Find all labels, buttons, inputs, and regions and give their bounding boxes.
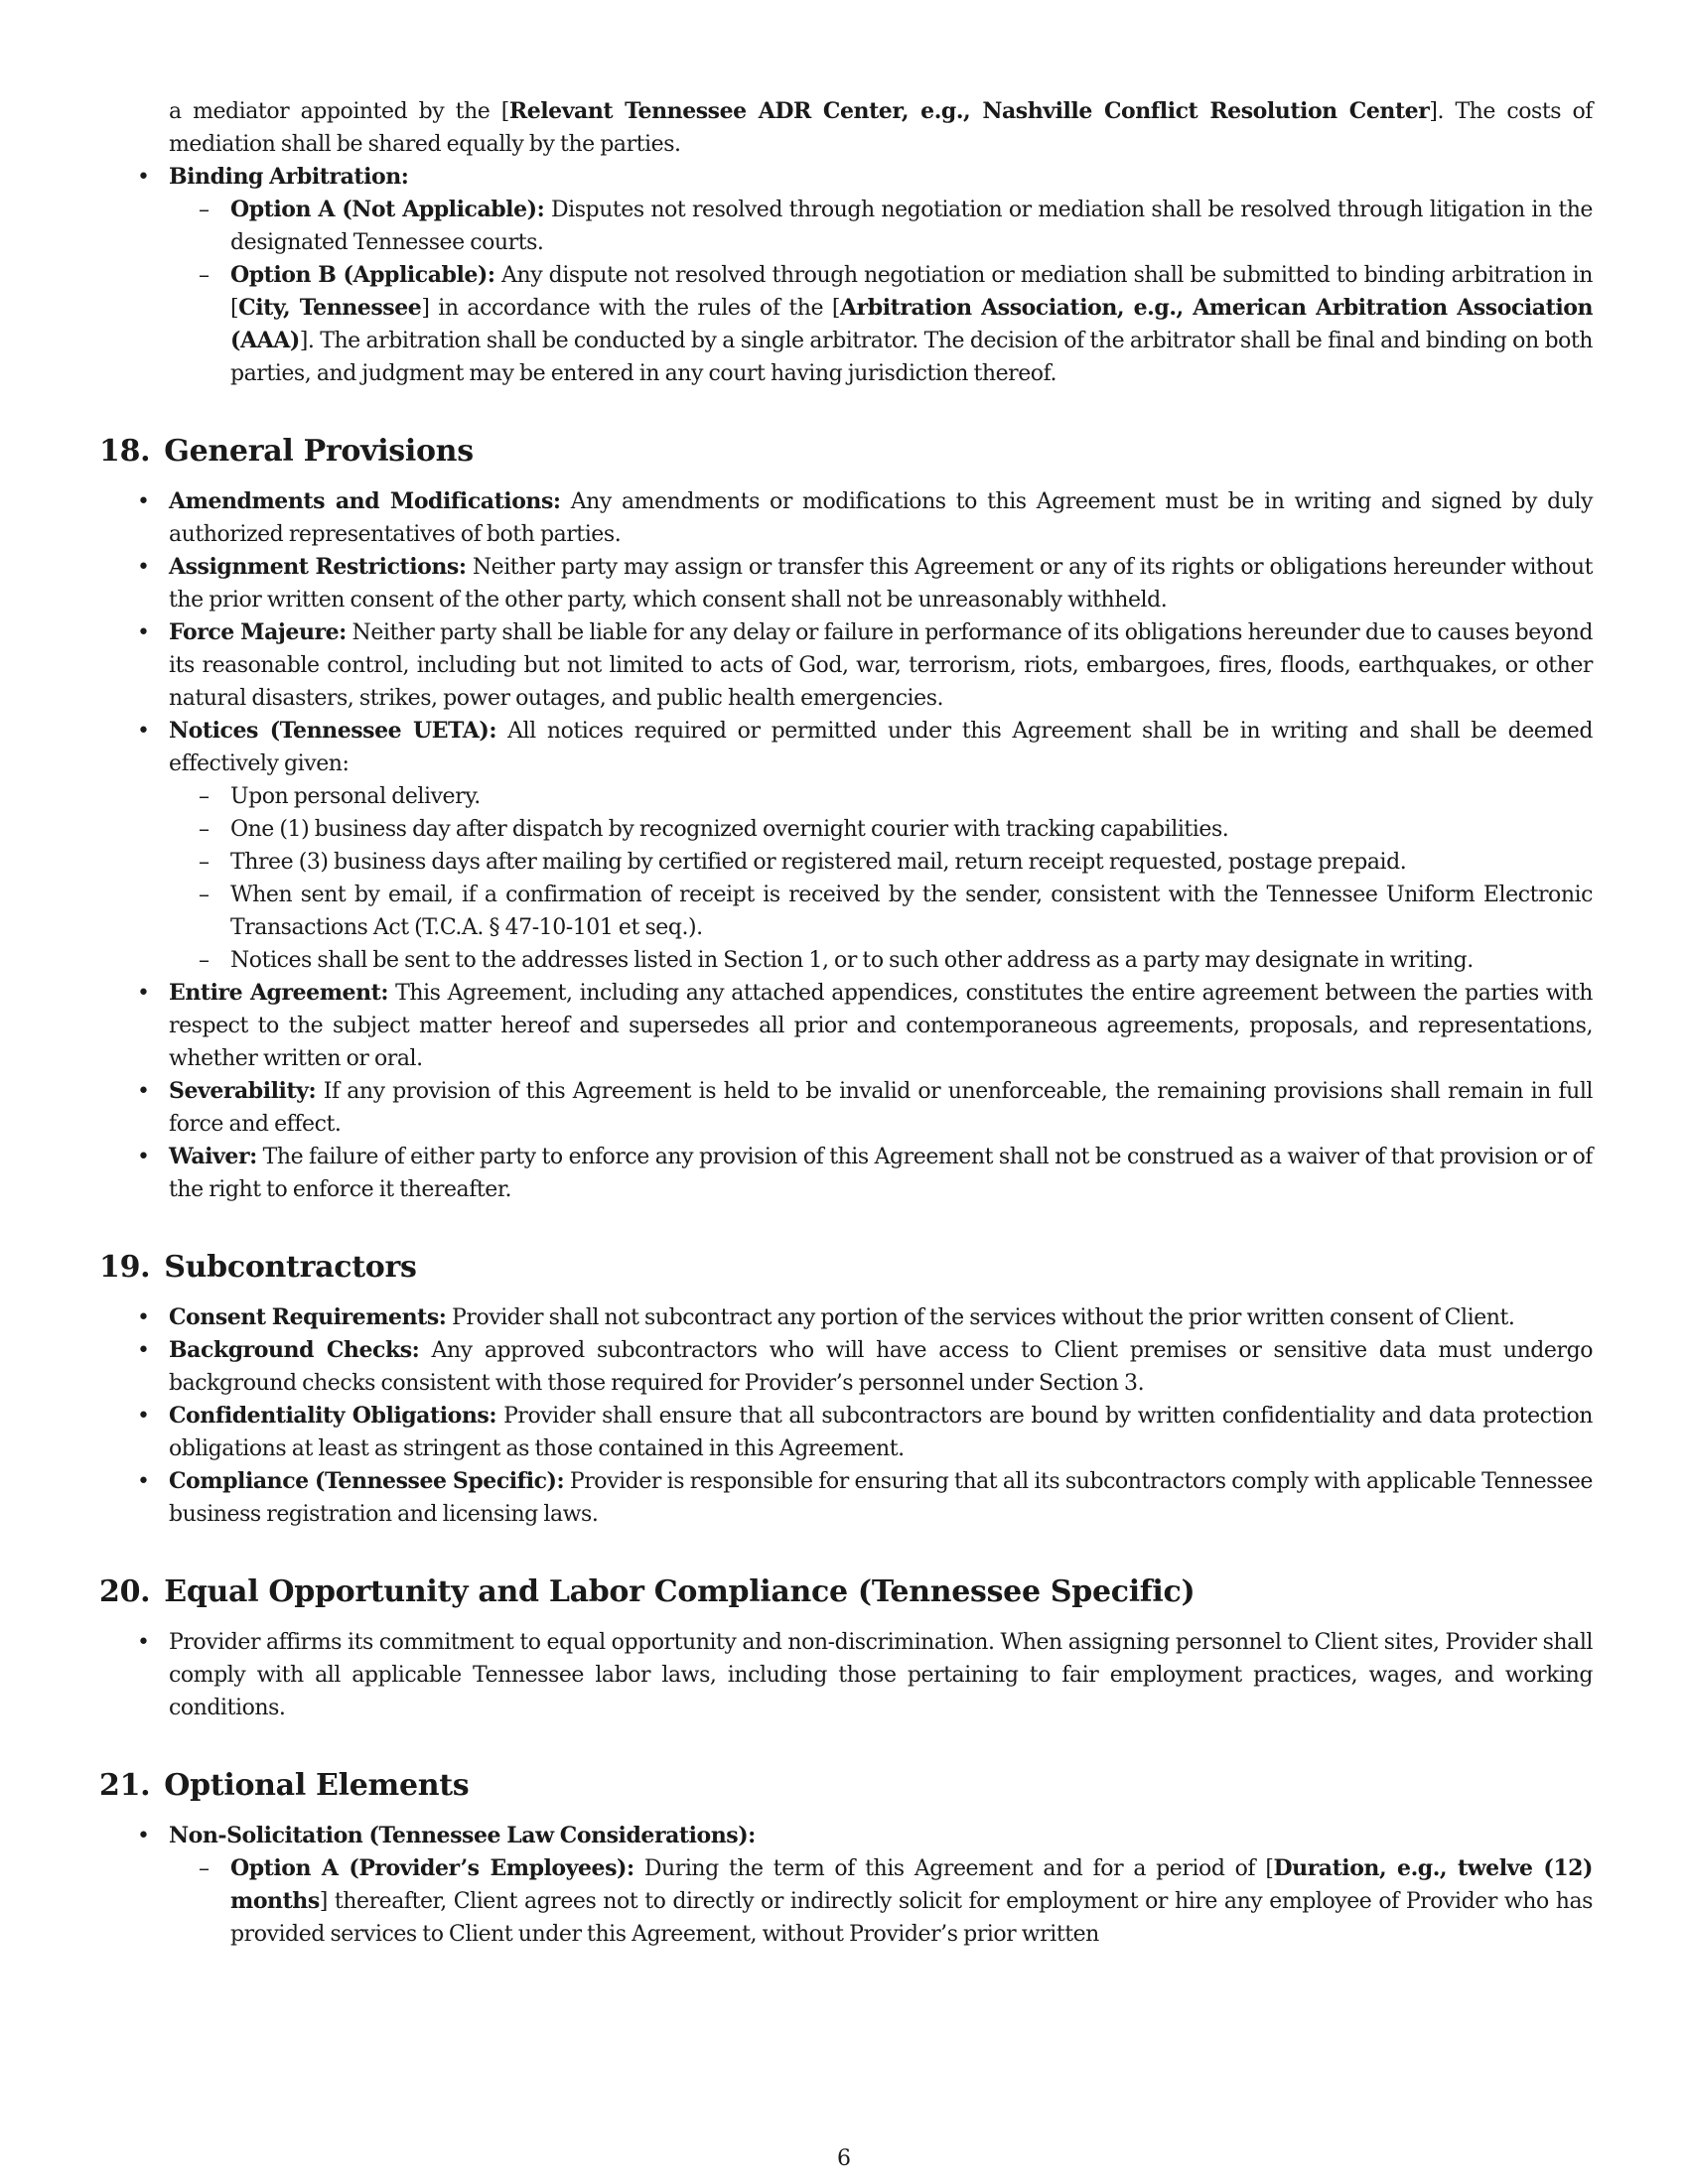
list-item-background-checks: • Background Checks: Any approved subcontractors who will have access to Client premises or sensitive data must undergo background checks consistent with those required for Provider’s personnel under Section 3. <box>99 1334 1593 1400</box>
mediation-continuation: a mediator appointed by the [Relevant Tennessee ADR Center, e.g., Nashville Conflict Resolution Center]. The costs of mediation shall be shared equally by the parties. <box>169 98 1593 157</box>
notice-method: – One (1) business day after dispatch by recognized overnight courier with tracking capabilities. <box>169 813 1593 846</box>
general-provisions-list <box>99 485 1593 1206</box>
section-21 <box>99 1766 1593 1951</box>
option-a-not-applicable: – Option A (Not Applicable): Disputes not resolved through negotiation or mediation shall be resolved through litigation in the designated Tennessee courts. <box>169 194 1593 259</box>
option-b-applicable: – Option B (Applicable): Any dispute not resolved through negotiation or mediation shall be submitted to binding arbitration in [City, Tennessee] in accordance with the rules of the [Arbitration Association, e.g., American Arbitration Association (AAA)]. The arbitration shall be conducted by a single arbitrator. The decision of the arbitrator shall be final and binding on both parties, and judgment may be entered in any court having jurisdiction thereof. <box>169 259 1593 390</box>
list-item-amendments: • Amendments and Modifications: Any amendments or modifications to this Agreement must be in writing and signed by duly authorized representatives of both parties. <box>99 485 1593 551</box>
section-heading: 21. Optional Elements <box>99 1768 470 1803</box>
section-18 <box>99 432 1593 1206</box>
notice-method: – When sent by email, if a confirmation of receipt is received by the sender, consistent with the Tennessee Uniform Electronic Transactions Act (T.C.A. § 47-10-101 et seq.). <box>169 879 1593 944</box>
notice-method: – Three (3) business days after mailing by certified or registered mail, return receipt requested, postage prepaid. <box>169 846 1593 879</box>
subcontractors-list <box>99 1301 1593 1531</box>
list-item-force-majeure: • Force Majeure: Neither party shall be liable for any delay or failure in performance of its obligations hereunder due to causes beyond its reasonable control, including but not limited to acts of God, war, terrorism, riots, embargoes, fires, floods, earthquakes, or other natural disasters, strikes, power outages, and public health emergencies. <box>99 616 1593 715</box>
section-19 <box>99 1248 1593 1531</box>
document-page <box>99 95 1593 1951</box>
list-item-consent: • Consent Requirements: Provider shall not subcontract any portion of the services without the prior written consent of Client. <box>99 1301 1593 1334</box>
section-heading: 19. Subcontractors <box>99 1250 417 1285</box>
binding-arbitration-list <box>99 161 1593 390</box>
list-item-confidentiality: • Confidentiality Obligations: Provider shall ensure that all subcontractors are bound by written confidentiality and data protection obligations at least as stringent as those contained in this Agreement. <box>99 1400 1593 1465</box>
section-20 <box>99 1572 1593 1724</box>
list-item-non-solicitation: • Non-Solicitation (Tennessee Law Considerations): – Option A (Provider’s Employees): During the term of this Agreement and for a period of [Duration, e.g., twelve (12) months] thereafter, Client agrees not to directly or indirectly solicit for employment or hire any employee of Provider who has provided services to Client under this Agreement, without Provider’s prior written <box>99 1820 1593 1951</box>
notice-method: – Upon personal delivery. <box>169 780 1593 813</box>
option-a-providers-employees: – Option A (Provider’s Employees): During the term of this Agreement and for a period of [Duration, e.g., twelve (12) months] thereafter, Client agrees not to directly or indirectly solicit for employment or hire any employee of Provider who has provided services to Client under this Agreement, without Provider’s prior written <box>169 1852 1593 1951</box>
list-item-compliance: • Compliance (Tennessee Specific): Provider is responsible for ensuring that all its subcontractors comply with applicable Tennessee business registration and licensing laws. <box>99 1465 1593 1531</box>
notice-method: – Notices shall be sent to the addresses listed in Section 1, or to such other address as a party may designate in writing. <box>169 944 1593 977</box>
list-item-equal-opportunity: • Provider affirms its commitment to equal opportunity and non-discrimination. When assigning personnel to Client sites, Provider shall comply with all applicable Tennessee labor laws, including those pertaining to fair employment practices, wages, and working conditions. <box>99 1626 1593 1724</box>
list-item-severability: • Severability: If any provision of this Agreement is held to be invalid or unenforceable, the remaining provisions shall remain in full force and effect. <box>99 1075 1593 1141</box>
list-item-entire-agreement: • Entire Agreement: This Agreement, including any attached appendices, constitutes the entire agreement between the parties with respect to the subject matter hereof and supersedes all prior and contemporaneous agreements, proposals, and representations, whether written or oral. <box>99 977 1593 1075</box>
list-item-notices: • Notices (Tennessee UETA): All notices required or permitted under this Agreement shall be in writing and shall be deemed effectively given: – Upon personal delivery. – One (1) business day after dispatch by recognized overnight courier with tracking capabilities. – Three (3) business days after mailing by certified or registered mail, return receipt requested, postage prepaid. – When sent by email, if a confirmation of receipt is received by the sender, consistent with the Tennessee Uniform Electronic Transactions Act (T.C.A. § 47-10-101 et seq.). – Notices shall be sent to the addresses listed in Section 1, or to such other address as a party may designate in writing. <box>99 715 1593 977</box>
list-item-assignment: • Assignment Restrictions: Neither party may assign or transfer this Agreement or any of its rights or obligations hereunder without the prior written consent of the other party, which consent shall not be unreasonably withheld. <box>99 551 1593 616</box>
equal-opportunity-list <box>99 1626 1593 1724</box>
list-item-waiver: • Waiver: The failure of either party to enforce any provision of this Agreement shall not be construed as a waiver of that provision or of the right to enforce it thereafter. <box>99 1141 1593 1206</box>
arbitration-options <box>169 194 1593 390</box>
list-item-binding-arbitration: • Binding Arbitration: – Option A (Not Applicable): Disputes not resolved through negotiation or mediation shall be resolved through litigation in the designated Tennessee courts. – Option B (Applicable): Any dispute not resolved through negotiation or mediation shall be submitted to binding arbitration in [City, Tennessee] in accordance with the rules of the [Arbitration Association, e.g., American Arbitration Association (AAA)]. The arbitration shall be conducted by a single arbitrator. The decision of the arbitrator shall be final and binding on both parties, and judgment may be entered in any court having jurisdiction thereof. <box>99 161 1593 390</box>
notices-sublist <box>169 780 1593 977</box>
page-number: 6 <box>837 2146 851 2171</box>
section-heading: 20. Equal Opportunity and Labor Compliance (Tennessee Specific) <box>99 1574 1196 1609</box>
non-solicitation-options <box>169 1852 1593 1951</box>
section-heading: 18. General Provisions <box>99 434 474 469</box>
optional-elements-list <box>99 1820 1593 1951</box>
